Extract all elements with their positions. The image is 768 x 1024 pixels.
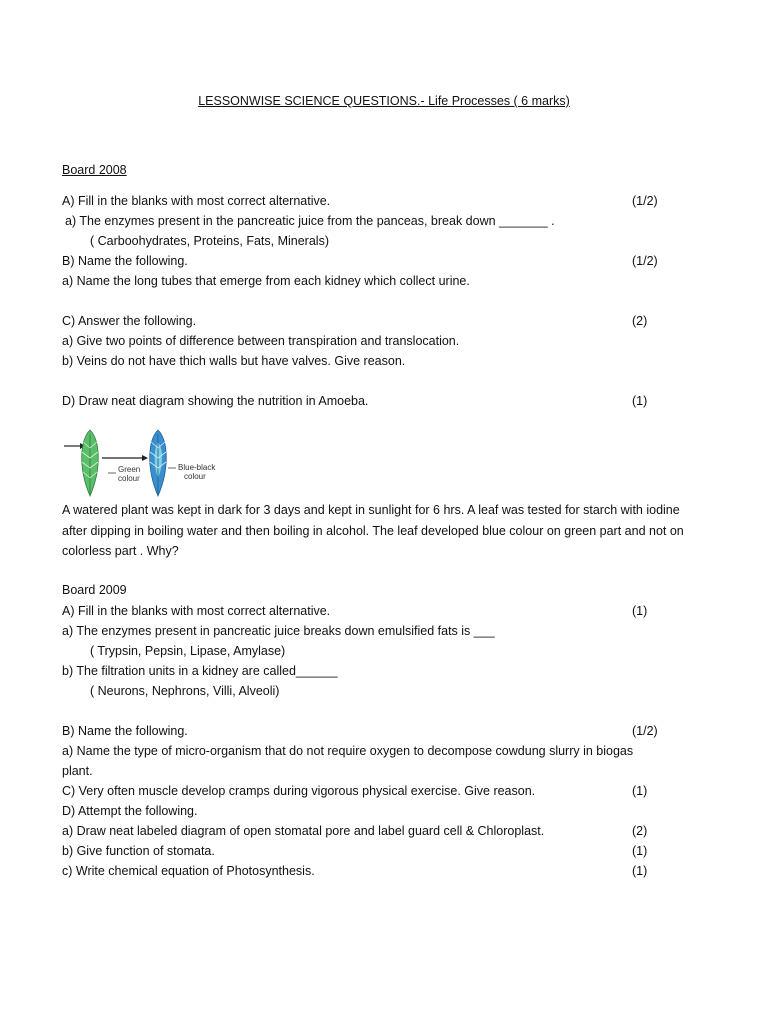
page-title: LESSONWISE SCIENCE QUESTIONS.- Life Processes ( 6 marks) xyxy=(198,94,570,108)
question-line: a) Give two points of difference between transpiration and translocation. xyxy=(62,334,460,348)
options-line: ( Neurons, Nephrons, Villi, Alveoli) xyxy=(90,684,280,698)
options-line: ( Trypsin, Pepsin, Lipase, Amylase) xyxy=(90,644,286,658)
section-heading-2009: Board 2009 xyxy=(62,583,127,597)
question-line: c) Write chemical equation of Photosynthesis. xyxy=(62,864,315,878)
question-line: a) The enzymes present in the pancreatic juice from the panceas, break down _______ . xyxy=(65,214,555,228)
question-paragraph: A watered plant was kept in dark for 3 days and kept in sunlight for 6 hrs. A leaf was tested for starch with iodine after dipping in boiling water and then boiling in alcohol. The leaf developed blue colour on green part and not on colorless part . Why? xyxy=(62,503,684,558)
question-line: plant. xyxy=(62,764,93,778)
question-line: A) Fill in the blanks with most correct alternative. xyxy=(62,194,331,208)
question-line: b) The filtration units in a kidney are called______ xyxy=(62,664,338,678)
marks-label: (1) xyxy=(632,844,648,858)
marks-label: (1) xyxy=(632,604,648,618)
question-line: a) Name the long tubes that emerge from each kidney which collect urine. xyxy=(62,274,470,288)
question-line: C) Very often muscle develop cramps during vigorous physical exercise. Give reason. xyxy=(62,784,536,798)
section-heading-2008: Board 2008 xyxy=(62,163,127,177)
marks-label: (1) xyxy=(632,864,648,878)
blue-leaf-icon xyxy=(150,430,167,496)
marks-label: (1) xyxy=(632,784,648,798)
leaf-starch-test-figure xyxy=(60,428,250,500)
question-line: a) Draw neat labeled diagram of open stomatal pore and label guard cell & Chloroplast. xyxy=(62,824,545,838)
marks-label: (1/2) xyxy=(632,724,658,738)
marks-label: (1/2) xyxy=(632,254,658,268)
green-leaf-icon xyxy=(82,430,99,496)
question-line: B) Name the following. xyxy=(62,724,188,738)
question-line: a) The enzymes present in pancreatic juice breaks down emulsified fats is ___ xyxy=(62,624,495,638)
question-line: A) Fill in the blanks with most correct alternative. xyxy=(62,604,331,618)
question-line: C) Answer the following. xyxy=(62,314,197,328)
marks-label: (2) xyxy=(632,314,648,328)
figure-label: colour xyxy=(118,474,140,483)
figure-label: colour xyxy=(184,472,206,481)
arrow-icon xyxy=(64,443,85,449)
question-line: a) Name the type of micro-organism that do not require oxygen to decompose cowdung slurry in biogas xyxy=(62,744,634,758)
marks-label: (1/2) xyxy=(632,194,658,208)
options-line: ( Carboohydrates, Proteins, Fats, Minerals) xyxy=(90,234,329,248)
marks-label: (2) xyxy=(632,824,648,838)
question-line: D) Draw neat diagram showing the nutrition in Amoeba. xyxy=(62,394,369,408)
question-line: B) Name the following. xyxy=(62,254,188,268)
figure-label: Green xyxy=(118,465,141,474)
question-line: D) Attempt the following. xyxy=(62,804,198,818)
marks-label: (1) xyxy=(632,394,648,408)
question-line: b) Veins do not have thich walls but have valves. Give reason. xyxy=(62,354,406,368)
figure-label: Blue-black xyxy=(178,463,216,472)
arrow-icon xyxy=(102,455,148,461)
question-line: b) Give function of stomata. xyxy=(62,844,215,858)
